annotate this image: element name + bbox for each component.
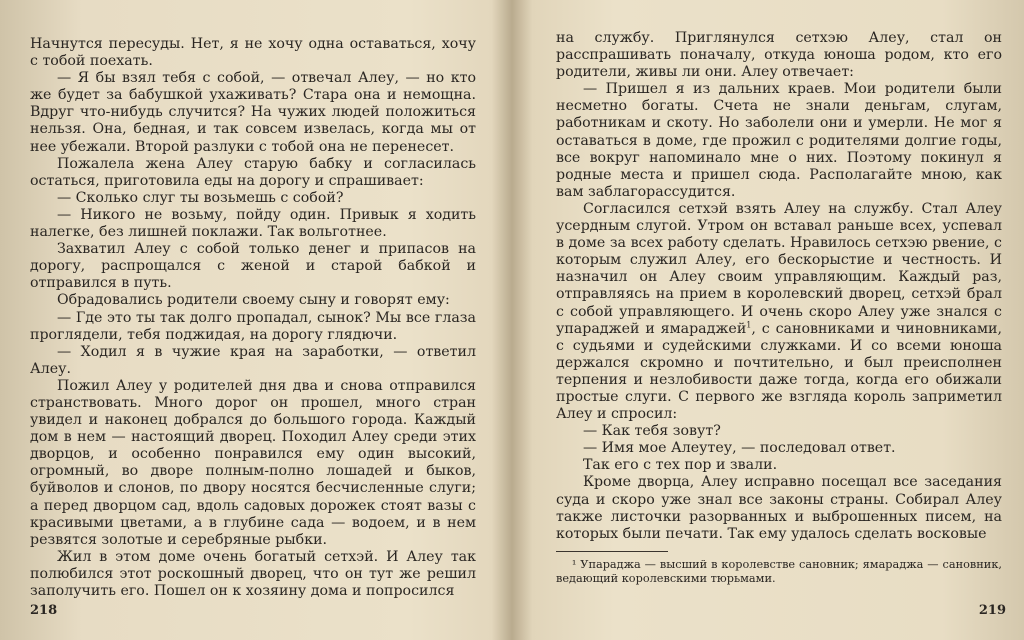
left-page-text: [30, 36, 476, 600]
paragraph: — Как тебя зовут?: [582, 423, 721, 440]
left-page: [0, 0, 508, 640]
paragraph: — Я бы взял тебя с собой, — отвечал Алеу, — но кто же будет за бабушкой ухаживать? Стара она и немощна. Вдруг что-нибудь случится? На чужих людей положиться нельзя. Она, бедная, и так совсем извелась, когда мы от нее убежали. Второй разлуки с тобой она не перенесет.: [30, 70, 476, 155]
paragraph: Обрадовались родители своему сыну и говорят ему:: [56, 292, 450, 309]
paragraph: — Где это ты так долго пропадал, сынок? Мы все глаза проглядели, тебя поджидая, на дорогу глядючи.: [30, 309, 476, 343]
paragraph: — Никого не возьму, пойду один. Привык я ходить налегке, без лишней поклажи. Так вольготнее.: [30, 206, 476, 241]
page-number-left: 218: [30, 603, 58, 618]
paragraph: — Сколько слуг ты возьмешь с собой?: [56, 189, 344, 206]
paragraph: Захватил Алеу с собой только денег и припасов на дорогу, распрощался с женой и старой бабкой и отправился в путь.: [30, 241, 476, 292]
paragraph-part: Согласился сетхэй взять Алеу на службу. Стал Алеу усердным слугой. Утром он вставал раньше всех, успевал в доме за всех работу сделать. Нравилось сетхэю рвение, с которым служил Алеу, его бескорыстие и честность. И назначил он Алеу своим управляющим. Каждый раз, отправляясь на прием в королевский дворец, сетхэй брал с собой управляющего. И очень скоро Алеу уже знался с упараджей и ямараджей: [556, 200, 1002, 337]
footnote: ¹ Упараджа — высший в королевстве сановник; ямараджа — сановник, ведающий королевскими тюрьмами.: [556, 557, 1002, 585]
paragraph: Начнутся пересуды. Нет, я не хочу одна оставаться, хочу с тобой поехать.: [30, 36, 476, 70]
paragraph: — Пришел я из дальних краев. Мои родители были несметно богаты. Счета не знали деньгам, слугам, работникам и скоту. Но заболели они и умерли. Не мог я оставаться в доме, где прожил с родителями долгие годы, все вокруг напоминало мне о них. Поэтому покинул я родные места и пришел сюда. Располагайте мною, как вам заблагорассудится.: [556, 81, 1002, 200]
paragraph: Пожалела жена Алеу старую бабку и согласилась остаться, приготовила еды на дорогу и спрашивает:: [30, 155, 476, 189]
footnote-marker: 1: [746, 319, 752, 329]
paragraph: — Имя мое Алеутеу, — последовал ответ.: [582, 440, 896, 457]
paragraph-part: , с сановниками и чиновниками, с судьями и судейскими служками. И со всеми юноша держался скромно и почтительно, и был преисполнен терпения и незлобивости даже тогда, когда его обижали простые слуги. С первого же взгляда король заприметил Алеу и спросил:: [556, 320, 1002, 423]
paragraph: Пожил Алеу у родителей дня два и снова отправился странствовать. Много дорог он прошел, много стран увидел и наконец добрался до большого города. Каждый дом в нем — настоящий дворец. Походил Алеу среди этих дворцов, и особенно понравился ему один высокий, огромный, во дворе полным-полно лошадей и быков, буйволов и слонов, по двору носятся бесчисленные слуги; а перед дворцом сад, вдоль садовых дорожек стоят вазы с красивыми цветами, а в глубине сада — водоем, и в нем резвятся золотые и серебряные рыбки.: [30, 377, 476, 548]
paragraph: Так его с тех пор и звали.: [582, 457, 778, 474]
paragraph: Жил в этом доме очень богатый сетхэй. И Алеу так полюбился этот роскошный дворец, что он тут же решил заполучить его. Пошел он к хозяину дома и попросился: [30, 548, 476, 599]
paragraph: Кроме дворца, Алеу исправно посещал все заседания суда и скоро уже знал все законы страны. Собирал Алеу также листочки разорванных и выброшенных писем, на которых были печати. Так ему удалось сделать восковые: [556, 474, 1002, 542]
paragraph: [556, 201, 1002, 423]
paragraph: на службу. Приглянулся сетхэю Алеу, стал он расспрашивать поначалу, откуда юноша родом, кто его родители, живы ли они. Алеу отвечает:: [556, 30, 1002, 81]
paragraph: — Ходил я в чужие края на заработки, — ответил Алеу.: [30, 343, 476, 377]
right-page-text: [556, 30, 1002, 543]
right-page: [516, 0, 1024, 640]
page-number-right: 219: [978, 603, 1006, 618]
footnote-divider: [556, 551, 668, 552]
